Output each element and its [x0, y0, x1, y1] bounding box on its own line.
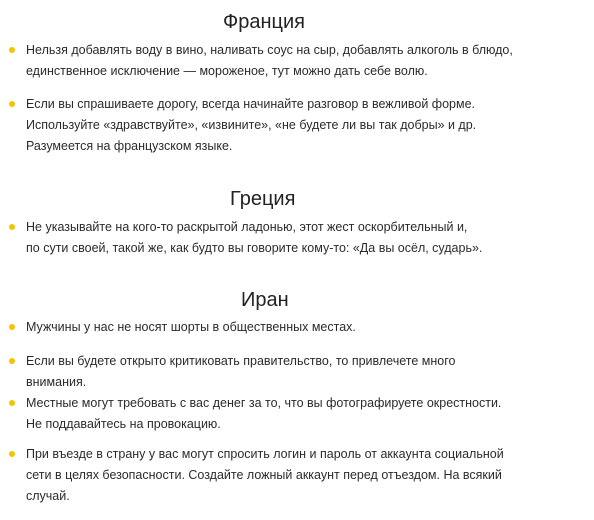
list-item-line: При въезде в страну у вас могут спросить логин и пароль от аккаунта социальной	[26, 447, 504, 461]
bullet-icon	[9, 324, 15, 330]
list-item-line: Разумеется на французском языке.	[26, 139, 233, 153]
section-heading-iran: Иран	[241, 289, 289, 311]
list-item-line: по сути своей, такой же, как будто вы говорите кому-то: «Да вы осёл, сударь».	[26, 241, 483, 255]
section-heading-greece: Греция	[230, 188, 296, 210]
list-item-line: Нельзя добавлять воду в вино, наливать соус на сыр, добавлять алкоголь в блюдо,	[26, 43, 513, 57]
bullet-icon	[9, 47, 15, 53]
bullet-icon	[9, 400, 15, 406]
bullet-icon	[9, 451, 15, 457]
bullet-icon	[9, 358, 15, 364]
list-item-line: Мужчины у нас не носят шорты в общественных местах.	[26, 320, 356, 334]
list-item-line: единственное исключение — мороженое, тут можно дать себе волю.	[26, 64, 428, 78]
list-item-line: сети в целях безопасности. Создайте ложный аккаунт перед отъездом. На всякий	[26, 468, 502, 482]
list-item-line: Если вы будете открыто критиковать правительство, то привлечете много	[26, 354, 456, 368]
bullet-icon	[9, 224, 15, 230]
section-heading-france: Франция	[223, 11, 305, 33]
list-item-line: Если вы спрашиваете дорогу, всегда начинайте разговор в вежливой форме.	[26, 97, 476, 111]
list-item-line: случай.	[26, 489, 70, 503]
list-item-line: Местные могут требовать с вас денег за то, что вы фотографируете окрестности.	[26, 396, 502, 410]
list-item-line: Используйте «здравствуйте», «извините», «не будете ли вы так добры» и др.	[26, 118, 477, 132]
bullet-icon	[9, 101, 15, 107]
list-item-line: Не указывайте на кого-то раскрытой ладонью, этот жест оскорбительный и,	[26, 220, 468, 234]
list-item-line: внимания.	[26, 375, 87, 389]
list-item-line: Не поддавайтесь на провокацию.	[26, 417, 221, 431]
